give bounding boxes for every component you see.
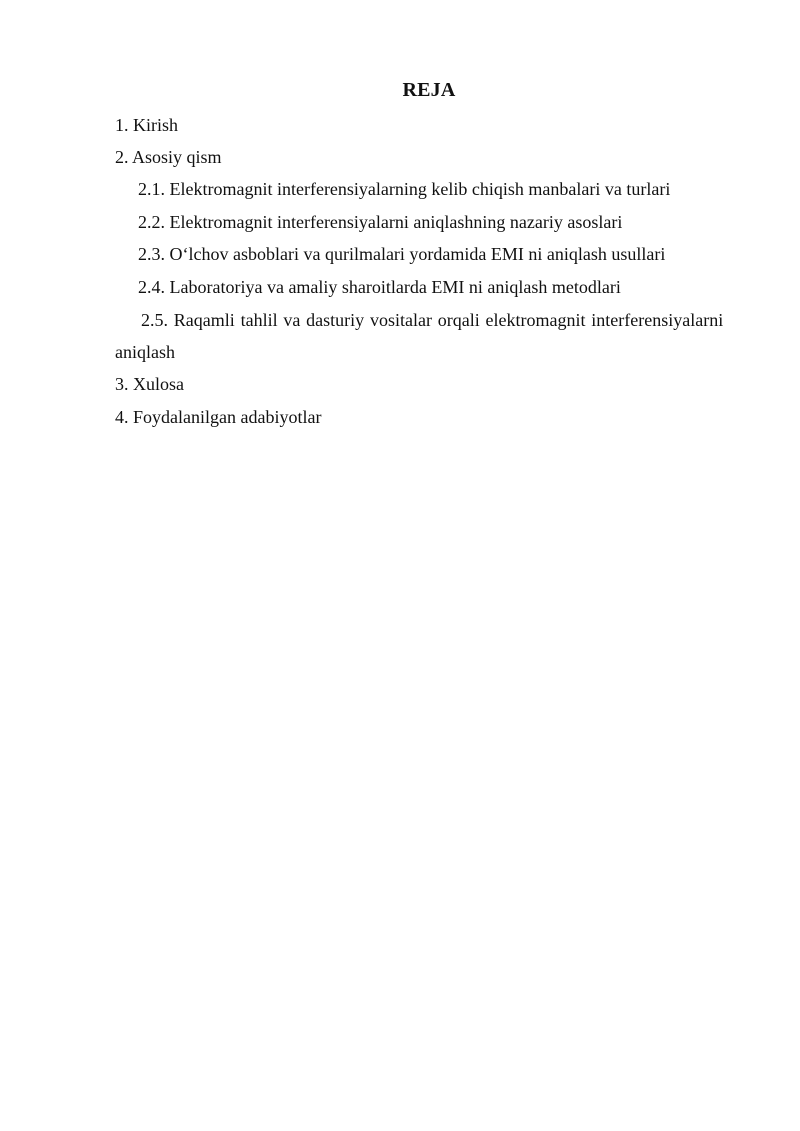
toc-item-xulosa: 3. Xulosa [115, 374, 184, 394]
page-title: REJA [402, 79, 456, 101]
toc-subitem-2-5-continuation: aniqlash [115, 342, 175, 362]
toc-subitem-2-3: 2.3. O‘lchov asboblari va qurilmalari yordamida EMI ni aniqlash usullari [138, 244, 666, 264]
toc-subitem-2-1: 2.1. Elektromagnit interferensiyalarning kelib chiqish manbalari va turlari [138, 179, 671, 199]
toc-item-asosiy-qism: 2. Asosiy qism [115, 147, 222, 167]
toc-subitem-2-2: 2.2. Elektromagnit interferensiyalarni aniqlashning nazariy asoslari [138, 212, 623, 232]
toc-subitem-2-4: 2.4. Laboratoriya va amaliy sharoitlarda EMI ni aniqlash metodlari [138, 277, 621, 297]
toc-subitem-2-5: 2.5. Raqamli tahlil va dasturiy vositalar orqali elektromagnit interferensiyalarni [141, 310, 724, 330]
toc-item-adabiyotlar: 4. Foydalanilgan adabiyotlar [115, 407, 322, 427]
toc-item-kirish: 1. Kirish [115, 115, 178, 135]
